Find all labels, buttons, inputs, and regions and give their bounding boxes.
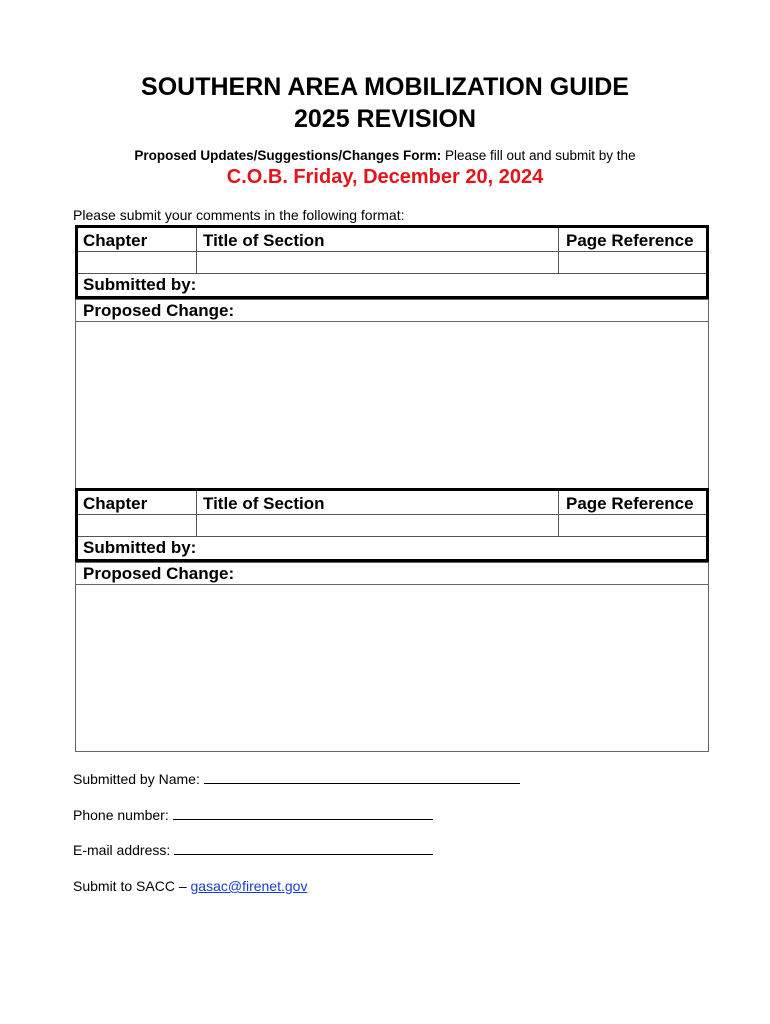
email-input-line[interactable] — [174, 842, 433, 855]
name-field-row — [73, 771, 520, 787]
submitted-by-label: Submitted by: — [83, 538, 197, 557]
submit-label: Submit to SACC – — [73, 878, 187, 894]
email-field-row — [73, 842, 433, 858]
name-input-line[interactable] — [204, 771, 520, 784]
deadline: C.O.B. Friday, December 20, 2024 — [226, 166, 544, 188]
section-title-field[interactable] — [198, 252, 556, 273]
format-instructions: Please submit your comments in the following format: — [73, 207, 405, 223]
page-reference-label: Page Reference — [566, 494, 694, 513]
form-label: Proposed Updates/Suggestions/Changes Form: — [134, 148, 442, 163]
chapter-field[interactable] — [79, 252, 195, 273]
page-reference-field[interactable] — [560, 515, 705, 536]
email-label: E-mail address: — [73, 842, 171, 858]
phone-label: Phone number: — [73, 807, 169, 823]
proposed-change-field[interactable] — [77, 323, 707, 488]
phone-input-line[interactable] — [173, 807, 433, 820]
proposed-change-label: Proposed Change: — [83, 564, 235, 583]
section-title-label: Title of Section — [203, 231, 325, 250]
section-title-label: Title of Section — [203, 494, 325, 513]
form-instruction-line — [0, 148, 770, 163]
submit-to-row — [73, 878, 307, 894]
proposed-change-field[interactable] — [77, 586, 707, 751]
page-reference-field[interactable] — [560, 252, 705, 273]
name-label: Submitted by Name: — [73, 771, 200, 787]
page-reference-label: Page Reference — [566, 231, 694, 250]
phone-field-row — [73, 807, 433, 823]
form-instruction: Please fill out and submit by the — [444, 148, 636, 163]
submit-email-link[interactable]: gasac@firenet.gov — [190, 878, 308, 894]
document-title-line2: 2025 REVISION — [293, 105, 477, 133]
proposed-change-label: Proposed Change: — [83, 301, 235, 320]
document-title-line1: SOUTHERN AREA MOBILIZATION GUIDE — [141, 73, 629, 101]
chapter-label: Chapter — [83, 231, 148, 250]
chapter-label: Chapter — [83, 494, 148, 513]
submitted-by-label: Submitted by: — [83, 275, 197, 294]
chapter-field[interactable] — [79, 515, 195, 536]
section-title-field[interactable] — [198, 515, 556, 536]
